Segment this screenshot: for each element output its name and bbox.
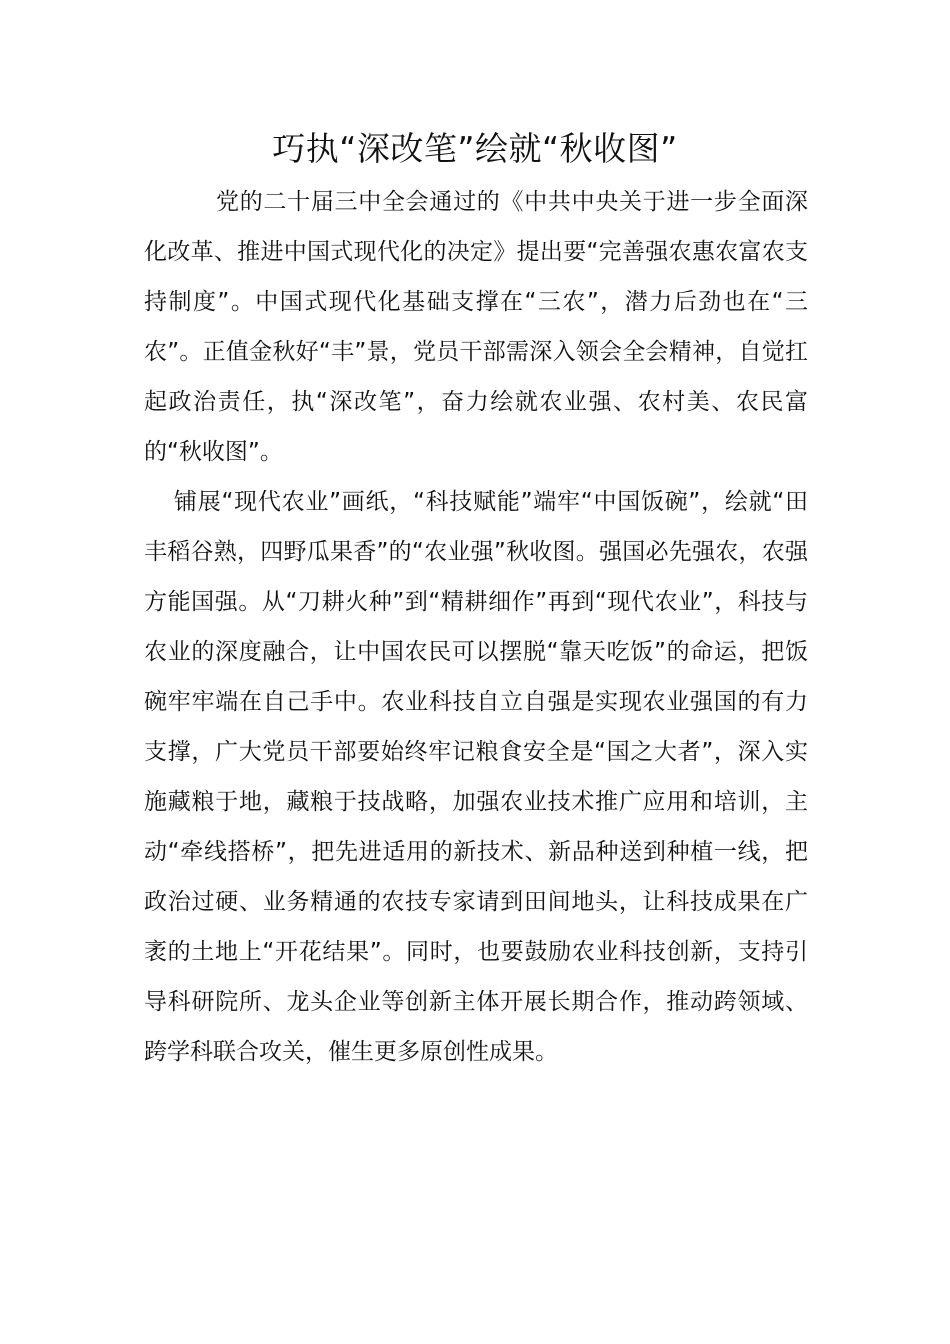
document-title: 巧执“深改笔”绘就“秋收图”	[272, 129, 678, 168]
paragraph-modern-agriculture: 铺展“现代农业”画纸，“科技赋能”端牢“中国饭碗”，绘就“田丰稻谷熟，四野瓜果香”的“农业强”秋收图。强国必先强农，农强方能国强。从“刀耕火种”到“精耕细作”再到“现代农业”，科技与农业的深度融合，让中国农民可以摆脱“靠天吃饭”的命运，把饭碗牢牢端在自己手中。农业科技自立自强是实现农业强国的有力支撑，广大党员干部要始终牢记粮食安全是“国之大者”，深入实施藏粮于地，藏粮于技战略，加强农业技术推广应用和培训，主动“牵线搭桥”，把先进适用的新技术、新品种送到种植一线，把政治过硬、业务精通的农技专家请到田间地头，让科技成果在广袤的土地上“开花结果”。同时，也要鼓励农业科技创新，支持引导科研院所、龙头企业等创新主体开展长期合作，推动跨领域、跨学科联合攻关，催生更多原创性成果。	[144, 489, 808, 1065]
paragraph-intro: 党的二十届三中全会通过的《中共中央关于进一步全面深化改革、推进中国式现代化的决定》提出要“完善强农惠农富农支持制度”。中国式现代化基础支撑在“三农”，潜力后劲也在“三农”。正值金秋好“丰”景，党员干部需深入领会全会精神，自觉扛起政治责任，执“深改笔”，奋力绘就农业强、农村美、农民富的“秋收图”。	[144, 189, 808, 465]
document-body	[144, 177, 808, 1077]
